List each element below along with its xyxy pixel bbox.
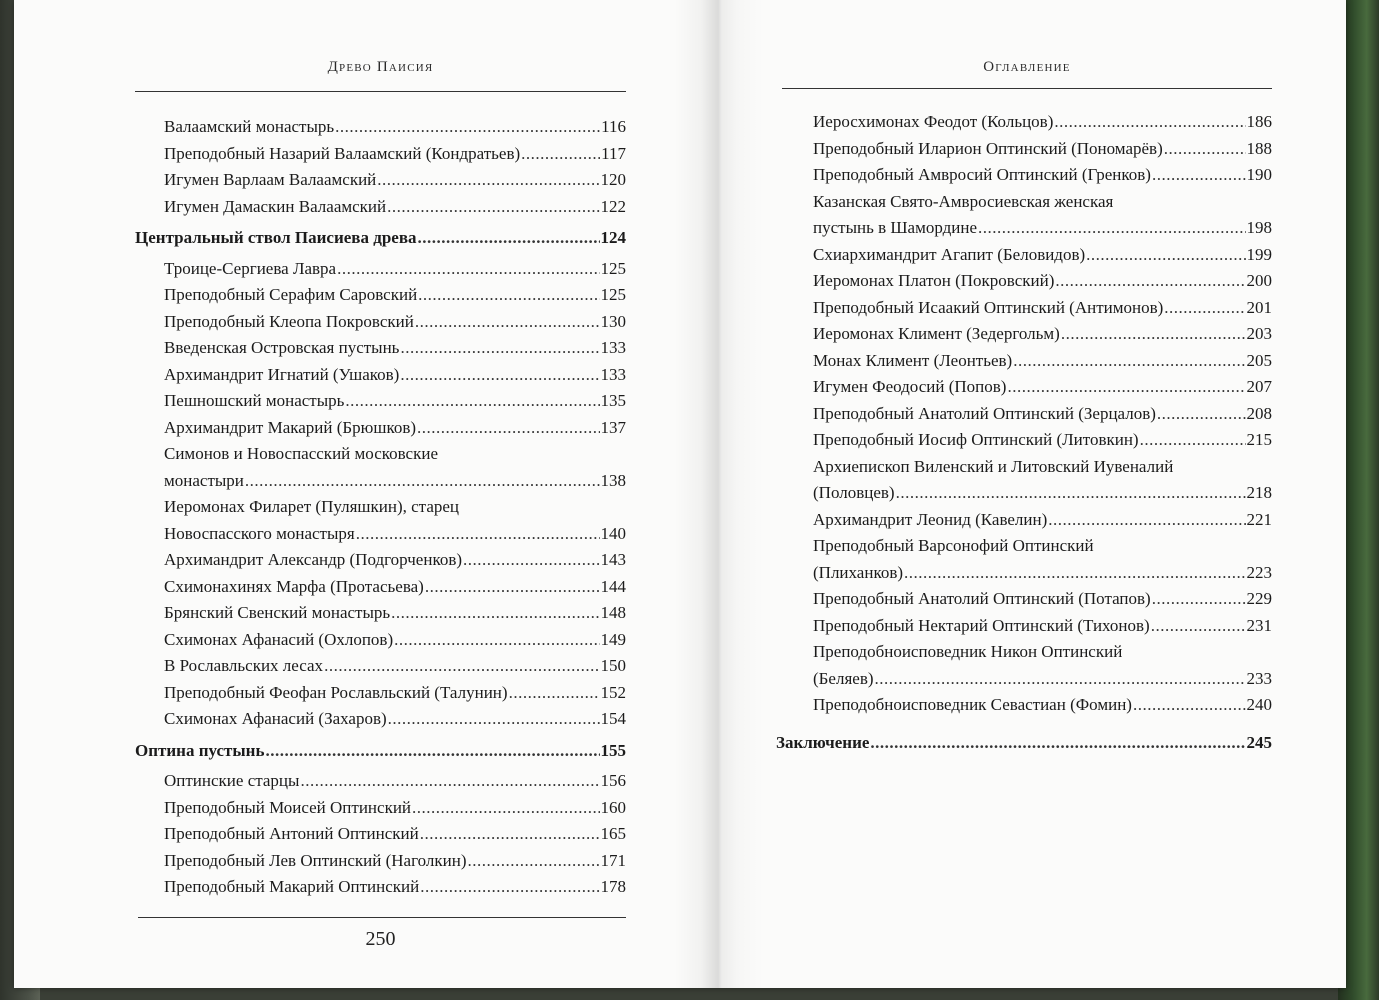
dot-leader	[425, 574, 600, 601]
toc-entry-page: 155	[600, 740, 626, 760]
toc-entry-title: Преподобный Назарий Валаамский (Кондратьев)	[164, 143, 521, 163]
dot-leader	[412, 795, 599, 822]
toc-entry-title: (Плиханков)	[813, 562, 904, 582]
toc-entry	[135, 653, 626, 680]
toc-entry-title: Игумен Варлаам Валаамский	[164, 170, 377, 189]
toc-entry-title-line: Архиепископ Виленский и Литовский Иувеналий	[813, 456, 1174, 476]
toc-entry	[776, 639, 1272, 692]
toc-entry-title: монастыри	[164, 470, 244, 490]
dot-leader	[335, 114, 600, 141]
toc-entry-title: Оптинские старцы	[164, 771, 300, 790]
toc-entry-title: Иеромонах Климент (Зедергольм)	[813, 324, 1060, 343]
toc-entry-page: 229	[1246, 589, 1272, 608]
toc-entry	[135, 114, 626, 141]
toc-entry-page: 140	[600, 523, 626, 543]
toc-entry-page: 152	[600, 682, 626, 702]
dot-leader	[388, 706, 600, 733]
toc-entry-title: Схиархимандрит Агапит (Беловидов)	[813, 244, 1086, 264]
dot-leader	[1164, 295, 1245, 322]
dot-leader	[1133, 692, 1246, 719]
toc-entry-page: 240	[1246, 695, 1272, 714]
toc-entry-page: 156	[600, 771, 626, 790]
toc-entry-title: Игумен Феодосий (Попов)	[813, 377, 1007, 396]
toc-entry-title: Преподобный Макарий Оптинский	[164, 877, 420, 896]
toc-entry	[135, 282, 626, 309]
dot-leader	[418, 225, 600, 252]
toc-entry-title-line: Казанская Свято-Амвросиевская женская	[813, 191, 1114, 211]
toc-entry	[135, 627, 626, 654]
toc-entry-title: Иеросхимонах Феодот (Кольцов)	[813, 112, 1054, 131]
toc-entry	[776, 295, 1272, 322]
toc-entry	[776, 109, 1272, 136]
toc-entry-page: 215	[1246, 430, 1272, 449]
running-head: Оглавление	[983, 59, 1071, 75]
toc-entry	[135, 768, 626, 795]
dot-leader	[1013, 348, 1245, 375]
toc-entry-title: Центральный ствол Паисиева древа	[135, 228, 417, 247]
toc-entry	[135, 821, 626, 848]
page-number: 250	[365, 928, 396, 950]
dot-leader	[417, 415, 599, 442]
dot-leader	[337, 256, 599, 283]
dot-leader	[1152, 162, 1246, 189]
toc-entry	[135, 547, 626, 574]
toc-entry-title: Схимонах Афанасий (Охлопов)	[164, 629, 394, 649]
toc-entry-page: 205	[1246, 350, 1272, 370]
toc-entry-title: Преподобный Анатолий Оптинский (Потапов)	[813, 589, 1151, 608]
toc-entry-page: 133	[600, 364, 626, 384]
toc-entry-page: 117	[601, 143, 626, 163]
toc-entry	[776, 162, 1272, 189]
dot-leader	[420, 821, 600, 848]
dot-leader	[875, 666, 1246, 693]
toc-entry-page: 143	[600, 550, 626, 569]
toc-entry-title-line: Преподобноисповедник Никон Оптинский	[813, 642, 1123, 661]
dot-leader	[468, 848, 600, 875]
toc-entry-page: 245	[1246, 732, 1272, 752]
toc-entry	[776, 136, 1272, 163]
toc-entry-title: Валаамский монастырь	[164, 117, 335, 136]
dot-leader	[1140, 427, 1246, 454]
toc-entry-page: 199	[1246, 244, 1272, 264]
toc-entry-title: Архимандрит Игнатий (Ушаков)	[164, 364, 400, 384]
toc-entry-title: Архимандрит Леонид (Кавелин)	[813, 509, 1048, 529]
toc-entry-page: 125	[600, 285, 626, 304]
left-page	[14, 0, 714, 988]
book-spread	[14, 0, 1346, 988]
dot-leader	[904, 560, 1245, 587]
toc-entry	[776, 189, 1272, 242]
dot-leader	[415, 309, 600, 336]
toc-entry-page: 124	[600, 228, 626, 247]
toc-entry-title: Брянский Свенский монастырь	[164, 603, 391, 622]
toc-entry	[776, 613, 1272, 640]
toc-section-entry	[135, 225, 626, 252]
dot-leader	[1007, 374, 1245, 401]
toc-entry-page: 135	[600, 391, 626, 410]
dot-leader	[521, 141, 600, 168]
toc-entry	[135, 335, 626, 362]
dot-leader	[509, 680, 600, 707]
toc-entry-title-line: Иеромонах Филарет (Пуляшкин), старец	[164, 497, 460, 516]
dot-leader	[463, 547, 599, 574]
dot-leader	[245, 468, 600, 495]
toc-entry	[135, 874, 626, 901]
toc-entry	[135, 600, 626, 627]
toc-entry	[776, 321, 1272, 348]
toc-entry-title: Схимонах Афанасий (Захаров)	[164, 709, 387, 728]
toc-entry-page: 208	[1246, 403, 1272, 423]
toc-entry-title: Преподобный Иосиф Оптинский (Литовкин)	[813, 430, 1139, 449]
toc-entry-title: Преподобный Исаакий Оптинский (Антимонов)	[813, 297, 1164, 317]
dot-leader	[324, 653, 599, 680]
toc-entry	[135, 309, 626, 336]
footer-rule	[138, 917, 626, 918]
toc-entry-title-line: Преподобный Варсонофий Оптинский	[813, 536, 1094, 555]
toc-section-entry	[135, 738, 626, 765]
toc-entry	[135, 494, 626, 547]
dot-leader	[1152, 586, 1246, 613]
dot-leader	[896, 480, 1246, 507]
dot-leader	[978, 215, 1246, 242]
toc-entry-page: 150	[600, 656, 626, 675]
dot-leader	[1054, 109, 1245, 136]
dot-leader	[1086, 242, 1245, 269]
dot-leader	[1055, 268, 1245, 295]
toc-entry	[776, 374, 1272, 401]
toc-entry	[776, 454, 1272, 507]
dot-leader	[420, 874, 599, 901]
toc-entry-page: 149	[600, 629, 626, 649]
toc-entry	[776, 401, 1272, 428]
dot-leader	[1157, 401, 1246, 428]
dot-leader	[300, 768, 599, 795]
toc-entry	[135, 141, 626, 168]
toc-entry	[776, 586, 1272, 613]
toc-entry-title: Преподобный Амвросий Оптинский (Гренков)	[813, 165, 1151, 184]
toc-entry	[135, 256, 626, 283]
toc-entry-title: В Рославльских лесах	[164, 656, 324, 675]
toc-entry-page: 201	[1246, 297, 1272, 317]
toc-entry-page: 186	[1246, 112, 1272, 131]
toc-entry-title: Преподобный Нектарий Оптинский (Тихонов)	[813, 615, 1150, 635]
toc-entry-page: 203	[1246, 324, 1272, 343]
toc-entry-page: 231	[1246, 615, 1272, 635]
toc-entry	[135, 362, 626, 389]
right-page	[714, 0, 1346, 988]
toc-entry-page: 207	[1246, 377, 1272, 396]
toc-entry-title: пустынь в Шамордине	[813, 218, 977, 237]
toc-entry-page: 133	[600, 338, 626, 357]
dot-leader	[394, 627, 599, 654]
toc-entry	[776, 507, 1272, 534]
toc-entry-title: Преподобный Иларион Оптинский (Пономарёв)	[813, 138, 1163, 158]
dot-leader	[391, 600, 599, 627]
dot-leader	[265, 738, 599, 765]
toc-entry	[776, 242, 1272, 269]
toc-entry-page: 223	[1246, 562, 1272, 582]
dot-leader	[1164, 136, 1246, 163]
dot-leader	[400, 362, 599, 389]
header-rule	[782, 88, 1272, 89]
toc-entry-title: Игумен Дамаскин Валаамский	[164, 196, 387, 216]
toc-entry-page: 171	[600, 850, 626, 870]
toc-entry-title: Троице-Сергиева Лавра	[164, 258, 337, 278]
toc-entry-title: Введенская Островская пустынь	[164, 338, 400, 357]
toc-entry	[776, 692, 1272, 719]
toc-entry-page: 188	[1246, 138, 1272, 158]
dot-leader	[1151, 613, 1246, 640]
toc-entry-title: Преподобный Феофан Рославльский (Талунин)	[164, 682, 508, 702]
toc-entry-page: 221	[1246, 509, 1272, 529]
dot-leader	[377, 167, 599, 194]
dot-leader	[345, 388, 599, 415]
toc-entry-title: Схимонахинях Марфа (Протасьева)	[164, 576, 424, 596]
toc-entry	[135, 388, 626, 415]
toc-entry-page: 178	[600, 877, 626, 896]
toc-entry-page: 160	[600, 797, 626, 817]
toc-entry-title: Преподобный Лев Оптинский (Наголкин)	[164, 850, 467, 870]
toc-entry-page: 218	[1246, 483, 1272, 502]
toc-entry-title: Преподобный Серафим Саровский	[164, 285, 418, 304]
toc-entry	[776, 268, 1272, 295]
running-head: Древо Паисия	[327, 59, 434, 75]
toc-entry	[135, 415, 626, 442]
toc-entry-title: Новоспасского монастыря	[164, 523, 355, 543]
toc-entry-page: 125	[600, 258, 626, 278]
toc-entry-title: Преподобный Моисей Оптинский	[164, 797, 412, 817]
toc-entry-page: 165	[600, 824, 626, 843]
table-of-contents	[776, 109, 1272, 760]
toc-entry-page: 233	[1246, 668, 1272, 688]
toc-entry-page: 190	[1246, 165, 1272, 184]
toc-entry	[135, 680, 626, 707]
toc-entry-title: Преподобный Антоний Оптинский	[164, 824, 419, 843]
table-of-contents	[135, 114, 626, 901]
toc-entry-page: 116	[601, 117, 626, 136]
toc-entry-title: Монах Климент (Леонтьев)	[813, 350, 1013, 370]
toc-entry-page: 148	[600, 603, 626, 622]
toc-entry-title: Преподобный Анатолий Оптинский (Зерцалов)	[813, 403, 1156, 423]
toc-entry-page: 154	[600, 709, 626, 728]
toc-entry-title: Оптина пустынь	[135, 740, 265, 760]
dot-leader	[1061, 321, 1246, 348]
toc-section-entry	[776, 730, 1272, 757]
dot-leader	[387, 194, 599, 221]
toc-entry-title: (Беляев)	[813, 668, 874, 688]
toc-entry	[135, 848, 626, 875]
toc-entry-title: Преподобноисповедник Севастиан (Фомин)	[813, 695, 1132, 714]
toc-entry-page: 138	[600, 470, 626, 490]
toc-entry	[135, 194, 626, 221]
toc-entry-page: 122	[600, 196, 626, 216]
toc-entry-page: 130	[600, 311, 626, 331]
toc-entry-title: Пешношский монастырь	[164, 391, 345, 410]
toc-entry	[776, 348, 1272, 375]
dot-leader	[1048, 507, 1245, 534]
header-rule	[135, 91, 626, 92]
toc-entry-page: 200	[1246, 271, 1272, 290]
toc-entry-title: (Половцев)	[813, 483, 895, 502]
toc-entry-title: Иеромонах Платон (Покровский)	[813, 271, 1055, 290]
toc-entry	[135, 574, 626, 601]
toc-entry-page: 198	[1246, 218, 1272, 237]
toc-entry-page: 144	[600, 576, 626, 596]
toc-entry-title: Преподобный Клеопа Покровский	[164, 311, 414, 331]
dot-leader	[418, 282, 599, 309]
toc-entry-title: Заключение	[776, 732, 870, 752]
dot-leader	[870, 730, 1245, 757]
toc-entry	[776, 427, 1272, 454]
toc-entry	[135, 167, 626, 194]
toc-entry	[135, 795, 626, 822]
toc-entry	[776, 533, 1272, 586]
toc-entry-page: 137	[600, 417, 626, 437]
dot-leader	[356, 521, 600, 548]
dot-leader	[400, 335, 599, 362]
toc-entry	[135, 441, 626, 494]
toc-entry-title: Архимандрит Макарий (Брюшков)	[164, 417, 417, 437]
toc-entry-page: 120	[600, 170, 626, 189]
toc-entry-title-line: Симонов и Новоспасский московские	[164, 444, 439, 463]
toc-entry-title: Архимандрит Александр (Подгорченков)	[164, 550, 463, 569]
toc-entry	[135, 706, 626, 733]
